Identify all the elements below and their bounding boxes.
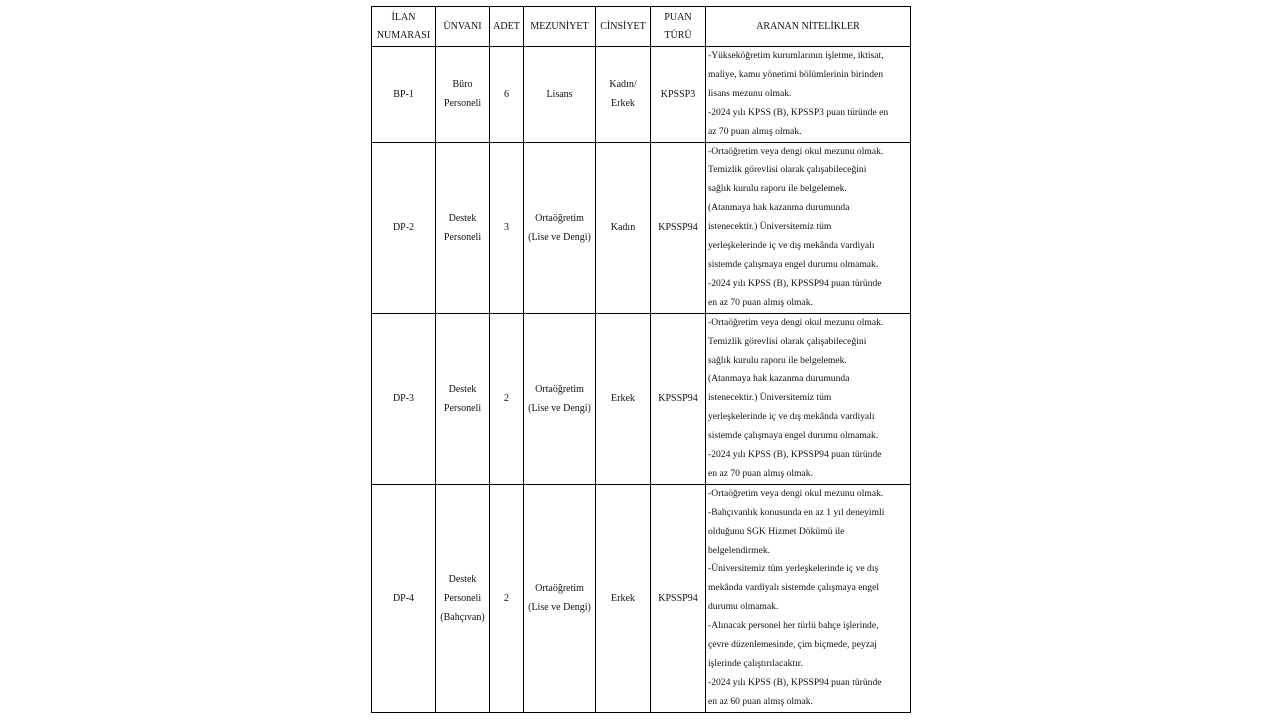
cell-aranan-nitelikler: -Ortaöğretim veya dengi okul mezunu olmak. -Bahçıvanlık konusunda en az 1 yıl deneyimli olduğunu SGK Hizmet Dökümü ile belgelendirmek. -Üniversitemiz tüm yerleşkelerinde iç ve dış mekânda vardiyalı sistemde çalışmaya engel durumu olmamak. -Alınacak personel her türlü bahçe işlerinde, çevre düzenlemesinde, çim biçmede, peyzaj işlerinde çalıştırılacaktır. -2024 yılı KPSS (B), KPSSP94 puan türünde en az 60 puan almış olmak. <box>706 484 911 712</box>
table-header-row <box>372 7 911 47</box>
cell-cinsiyet: Kadın/ Erkek <box>596 47 651 143</box>
cell-mezuniyet: Ortaöğretim (Lise ve Dengi) <box>524 142 596 313</box>
cell-ilan-no: DP-4 <box>372 484 436 712</box>
cell-puan-turu: KPSSP94 <box>651 484 706 712</box>
cell-ilan-no: DP-3 <box>372 313 436 484</box>
table-row <box>372 142 911 313</box>
cell-aranan-nitelikler: -Ortaöğretim veya dengi okul mezunu olmak. Temizlik görevlisi olarak çalışabileceğini sağlık kurulu raporu ile belgelemek. (Atanmaya hak kazanma durumunda istenecektir.) Üniversitemiz tüm yerleşkelerinde iç ve dış mekânda vardiyalı sistemde çalışmaya engel durumu olmamak. -2024 yılı KPSS (B), KPSSP94 puan türünde en az 70 puan almış olmak. <box>706 142 911 313</box>
job-listing-table <box>371 6 911 713</box>
header-puan-turu: PUAN TÜRÜ <box>651 7 706 47</box>
job-listing-table-container <box>371 6 910 713</box>
header-unvani: ÜNVANI <box>436 7 490 47</box>
cell-ilan-no: BP-1 <box>372 47 436 143</box>
table-row <box>372 47 911 143</box>
cell-cinsiyet: Erkek <box>596 484 651 712</box>
header-adet: ADET <box>490 7 524 47</box>
cell-unvan: Destek Personeli (Bahçıvan) <box>436 484 490 712</box>
cell-aranan-nitelikler: -Ortaöğretim veya dengi okul mezunu olmak. Temizlik görevlisi olarak çalışabileceğini sağlık kurulu raporu ile belgelemek. (Atanmaya hak kazanma durumunda istenecektir.) Üniversitemiz tüm yerleşkelerinde iç ve dış mekânda vardiyalı sistemde çalışmaya engel durumu olmamak. -2024 yılı KPSS (B), KPSSP94 puan türünde en az 70 puan almış olmak. <box>706 313 911 484</box>
cell-mezuniyet: Ortaöğretim (Lise ve Dengi) <box>524 484 596 712</box>
cell-unvan: Destek Personeli <box>436 142 490 313</box>
header-mezuniyet: MEZUNİYET <box>524 7 596 47</box>
cell-mezuniyet: Lisans <box>524 47 596 143</box>
header-aranan-nitelikler: ARANAN NİTELİKLER <box>706 7 911 47</box>
cell-cinsiyet: Kadın <box>596 142 651 313</box>
cell-mezuniyet: Ortaöğretim (Lise ve Dengi) <box>524 313 596 484</box>
cell-unvan: Destek Personeli <box>436 313 490 484</box>
cell-unvan: Büro Personeli <box>436 47 490 143</box>
cell-puan-turu: KPSSP94 <box>651 313 706 484</box>
table-row <box>372 484 911 712</box>
cell-adet: 3 <box>490 142 524 313</box>
cell-ilan-no: DP-2 <box>372 142 436 313</box>
table-row <box>372 313 911 484</box>
cell-puan-turu: KPSSP3 <box>651 47 706 143</box>
cell-adet: 2 <box>490 313 524 484</box>
cell-aranan-nitelikler: -Yükseköğretim kurumlarının işletme, iktisat, maliye, kamu yönetimi bölümlerinin birinden lisans mezunu olmak. -2024 yılı KPSS (B), KPSSP3 puan türünde en az 70 puan almış olmak. <box>706 47 911 143</box>
cell-adet: 2 <box>490 484 524 712</box>
cell-puan-turu: KPSSP94 <box>651 142 706 313</box>
cell-adet: 6 <box>490 47 524 143</box>
header-ilan-numarasi: İLAN NUMARASI <box>372 7 436 47</box>
header-cinsiyet: CİNSİYET <box>596 7 651 47</box>
cell-cinsiyet: Erkek <box>596 313 651 484</box>
cropped-text-fragment <box>430 0 580 1</box>
